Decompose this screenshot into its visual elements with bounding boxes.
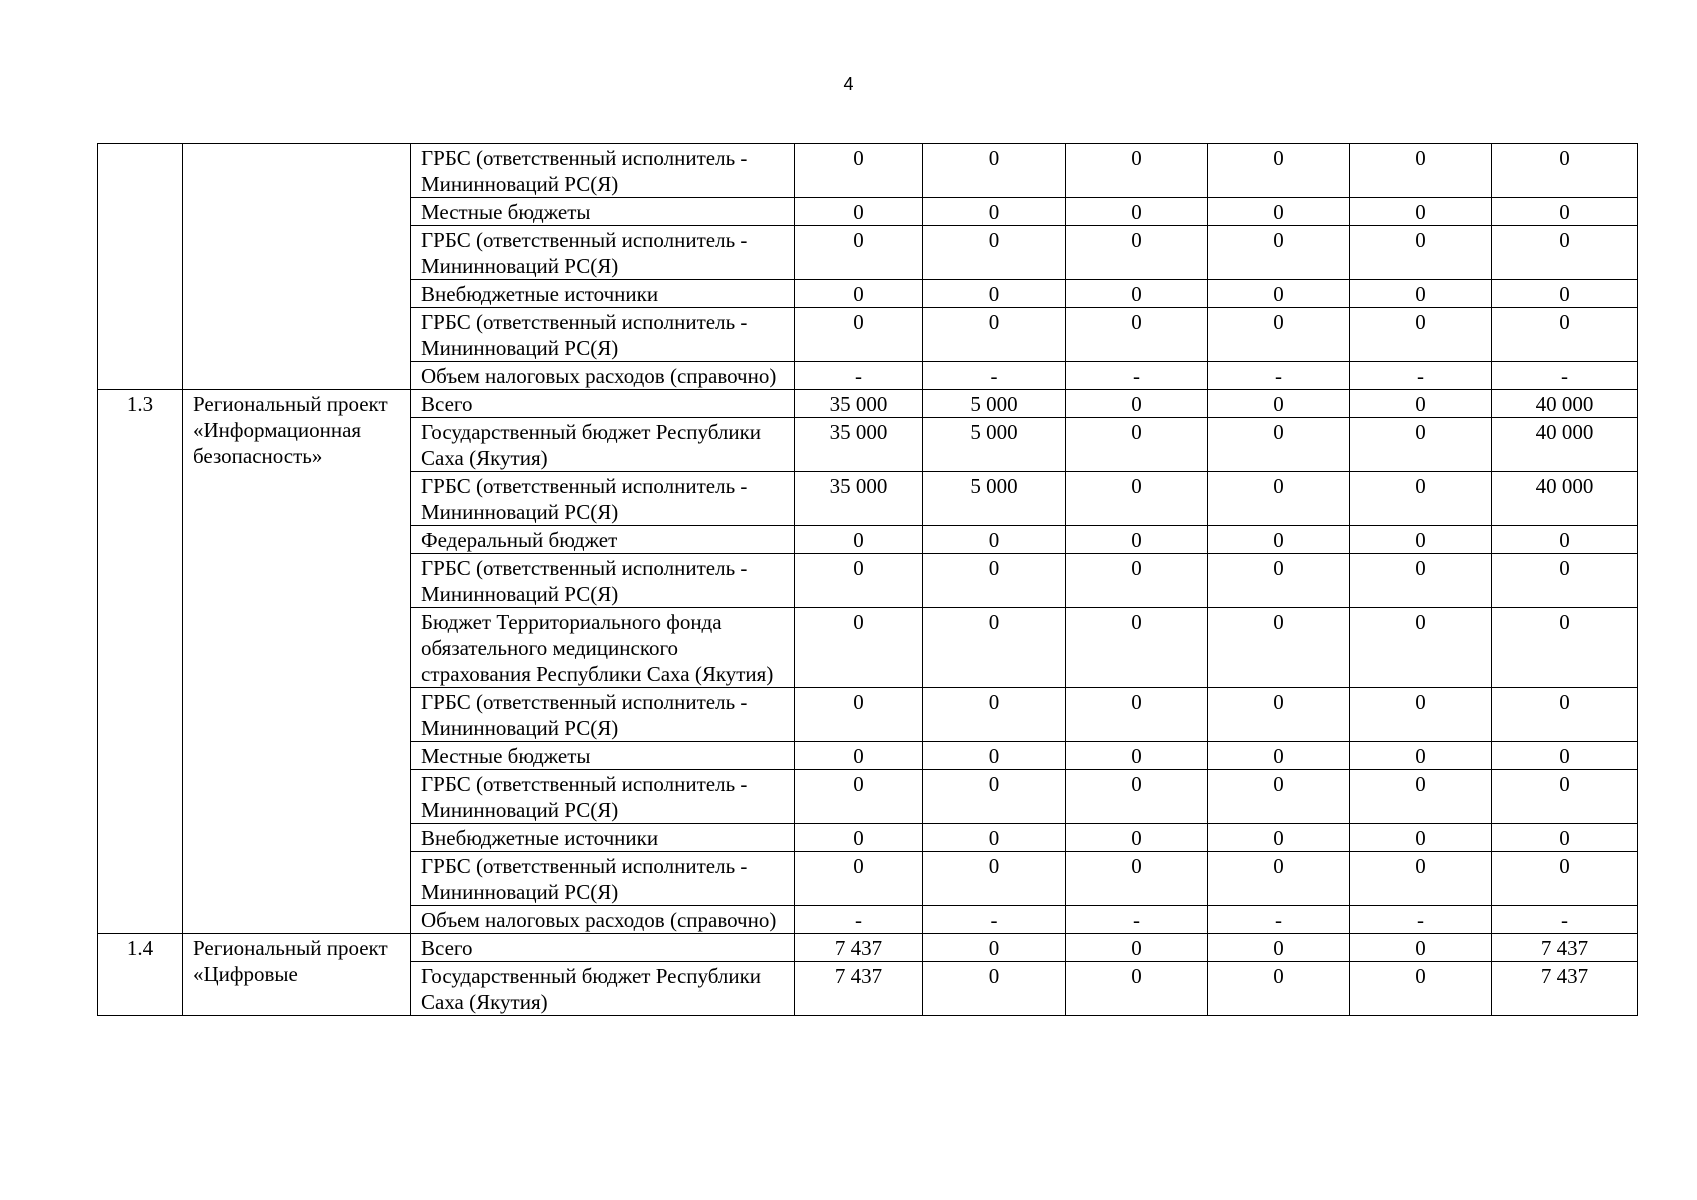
amount-cell: - bbox=[1492, 906, 1638, 934]
amount-cell: 0 bbox=[795, 688, 923, 742]
amount-cell: 0 bbox=[1350, 852, 1492, 906]
amount-cell: 0 bbox=[795, 226, 923, 280]
amount-cell: 0 bbox=[923, 144, 1066, 198]
amount-cell: 0 bbox=[1208, 418, 1350, 472]
amount-cell: 40 000 bbox=[1492, 472, 1638, 526]
amount-cell: 0 bbox=[1492, 554, 1638, 608]
table-row bbox=[98, 934, 1638, 962]
amount-cell: 0 bbox=[1350, 226, 1492, 280]
amount-cell: 5 000 bbox=[923, 390, 1066, 418]
amount-cell: - bbox=[795, 362, 923, 390]
amount-cell: 0 bbox=[1066, 554, 1208, 608]
budget-table bbox=[97, 143, 1638, 1016]
amount-cell: 0 bbox=[923, 962, 1066, 1016]
project-name-cell: Региональный проект «Цифровые bbox=[183, 934, 411, 1016]
amount-cell: 0 bbox=[1492, 770, 1638, 824]
amount-cell: 0 bbox=[1066, 526, 1208, 554]
amount-cell: 0 bbox=[795, 526, 923, 554]
funding-source-cell: Государственный бюджет Республики Саха (Якутия) bbox=[411, 962, 795, 1016]
amount-cell: 0 bbox=[1066, 472, 1208, 526]
row-index-cell bbox=[98, 144, 183, 390]
amount-cell: 0 bbox=[1066, 144, 1208, 198]
amount-cell: 0 bbox=[923, 770, 1066, 824]
amount-cell: 0 bbox=[1066, 962, 1208, 1016]
amount-cell: 0 bbox=[1492, 526, 1638, 554]
funding-source-cell: ГРБС (ответственный исполнитель - Мининноваций РС(Я) bbox=[411, 308, 795, 362]
amount-cell: - bbox=[1350, 906, 1492, 934]
amount-cell: 0 bbox=[795, 608, 923, 688]
amount-cell: 0 bbox=[1350, 742, 1492, 770]
amount-cell: 0 bbox=[795, 554, 923, 608]
amount-cell: 0 bbox=[795, 198, 923, 226]
amount-cell: 40 000 bbox=[1492, 390, 1638, 418]
amount-cell: 0 bbox=[1208, 554, 1350, 608]
amount-cell: 0 bbox=[923, 742, 1066, 770]
amount-cell: 0 bbox=[923, 280, 1066, 308]
amount-cell: 0 bbox=[1208, 934, 1350, 962]
row-index-cell: 1.4 bbox=[98, 934, 183, 1016]
amount-cell: 0 bbox=[923, 198, 1066, 226]
funding-source-cell: Всего bbox=[411, 390, 795, 418]
amount-cell: - bbox=[923, 362, 1066, 390]
amount-cell: 0 bbox=[1208, 390, 1350, 418]
amount-cell: 0 bbox=[1208, 608, 1350, 688]
amount-cell: 0 bbox=[923, 608, 1066, 688]
amount-cell: - bbox=[1066, 362, 1208, 390]
amount-cell: 0 bbox=[1208, 526, 1350, 554]
amount-cell: 0 bbox=[1066, 608, 1208, 688]
amount-cell: - bbox=[1492, 362, 1638, 390]
amount-cell: 0 bbox=[1066, 418, 1208, 472]
amount-cell: 0 bbox=[923, 308, 1066, 362]
amount-cell: 0 bbox=[1208, 472, 1350, 526]
amount-cell: 0 bbox=[923, 852, 1066, 906]
amount-cell: 0 bbox=[1208, 308, 1350, 362]
amount-cell: - bbox=[923, 906, 1066, 934]
table-row bbox=[98, 390, 1638, 418]
funding-source-cell: ГРБС (ответственный исполнитель - Мининноваций РС(Я) bbox=[411, 554, 795, 608]
amount-cell: 0 bbox=[1208, 852, 1350, 906]
page-number: 4 bbox=[843, 74, 854, 94]
amount-cell: - bbox=[1066, 906, 1208, 934]
funding-source-cell: ГРБС (ответственный исполнитель - Мининноваций РС(Я) bbox=[411, 688, 795, 742]
funding-source-cell: ГРБС (ответственный исполнитель - Мининноваций РС(Я) bbox=[411, 472, 795, 526]
amount-cell: 0 bbox=[923, 526, 1066, 554]
amount-cell: 7 437 bbox=[795, 962, 923, 1016]
amount-cell: 0 bbox=[1492, 226, 1638, 280]
amount-cell: 0 bbox=[1066, 390, 1208, 418]
amount-cell: 7 437 bbox=[1492, 934, 1638, 962]
amount-cell: 0 bbox=[1350, 472, 1492, 526]
amount-cell: 0 bbox=[1492, 144, 1638, 198]
amount-cell: 0 bbox=[795, 770, 923, 824]
table-row bbox=[98, 144, 1638, 198]
amount-cell: 35 000 bbox=[795, 418, 923, 472]
amount-cell: 0 bbox=[1208, 198, 1350, 226]
amount-cell: 0 bbox=[1492, 280, 1638, 308]
amount-cell: 0 bbox=[1208, 144, 1350, 198]
amount-cell: 0 bbox=[1492, 198, 1638, 226]
amount-cell: 0 bbox=[1066, 226, 1208, 280]
funding-source-cell: Внебюджетные источники bbox=[411, 824, 795, 852]
amount-cell: 0 bbox=[1066, 308, 1208, 362]
project-name-cell bbox=[183, 144, 411, 390]
funding-source-cell: Государственный бюджет Республики Саха (Якутия) bbox=[411, 418, 795, 472]
amount-cell: 0 bbox=[1350, 280, 1492, 308]
amount-cell: 0 bbox=[1350, 934, 1492, 962]
amount-cell: 0 bbox=[1350, 824, 1492, 852]
funding-source-cell: ГРБС (ответственный исполнитель - Мининноваций РС(Я) bbox=[411, 770, 795, 824]
amount-cell: 0 bbox=[1350, 144, 1492, 198]
amount-cell: 0 bbox=[1350, 198, 1492, 226]
amount-cell: - bbox=[795, 906, 923, 934]
amount-cell: 0 bbox=[1066, 742, 1208, 770]
amount-cell: 0 bbox=[1350, 962, 1492, 1016]
amount-cell: 0 bbox=[1492, 852, 1638, 906]
amount-cell: 0 bbox=[1350, 688, 1492, 742]
amount-cell: 0 bbox=[1066, 852, 1208, 906]
amount-cell: 0 bbox=[1350, 608, 1492, 688]
funding-source-cell: ГРБС (ответственный исполнитель - Мининноваций РС(Я) bbox=[411, 852, 795, 906]
amount-cell: 0 bbox=[1208, 688, 1350, 742]
amount-cell: 0 bbox=[1492, 688, 1638, 742]
amount-cell: - bbox=[1208, 362, 1350, 390]
amount-cell: 0 bbox=[1350, 418, 1492, 472]
amount-cell: 0 bbox=[923, 934, 1066, 962]
amount-cell: 0 bbox=[795, 852, 923, 906]
amount-cell: 0 bbox=[795, 824, 923, 852]
amount-cell: 0 bbox=[1208, 962, 1350, 1016]
funding-source-cell: Всего bbox=[411, 934, 795, 962]
amount-cell: - bbox=[1350, 362, 1492, 390]
amount-cell: 0 bbox=[1208, 742, 1350, 770]
amount-cell: 0 bbox=[795, 280, 923, 308]
amount-cell: 0 bbox=[1066, 824, 1208, 852]
amount-cell: 0 bbox=[1208, 824, 1350, 852]
amount-cell: - bbox=[1208, 906, 1350, 934]
amount-cell: 0 bbox=[1350, 770, 1492, 824]
amount-cell: 0 bbox=[1350, 526, 1492, 554]
amount-cell: 0 bbox=[1066, 198, 1208, 226]
funding-source-cell: Местные бюджеты bbox=[411, 198, 795, 226]
funding-source-cell: Внебюджетные источники bbox=[411, 280, 795, 308]
amount-cell: 5 000 bbox=[923, 418, 1066, 472]
amount-cell: 0 bbox=[795, 308, 923, 362]
amount-cell: 0 bbox=[1208, 770, 1350, 824]
amount-cell: 0 bbox=[1066, 770, 1208, 824]
amount-cell: 7 437 bbox=[1492, 962, 1638, 1016]
amount-cell: 0 bbox=[1350, 390, 1492, 418]
amount-cell: 0 bbox=[1492, 742, 1638, 770]
project-name-cell: Региональный проект «Информационная безопасность» bbox=[183, 390, 411, 934]
amount-cell: 0 bbox=[923, 688, 1066, 742]
funding-source-cell: ГРБС (ответственный исполнитель - Мининноваций РС(Я) bbox=[411, 144, 795, 198]
amount-cell: 0 bbox=[795, 144, 923, 198]
amount-cell: 0 bbox=[1350, 554, 1492, 608]
amount-cell: 35 000 bbox=[795, 472, 923, 526]
amount-cell: 0 bbox=[1492, 824, 1638, 852]
amount-cell: 0 bbox=[923, 554, 1066, 608]
funding-source-cell: Объем налоговых расходов (справочно) bbox=[411, 906, 795, 934]
funding-source-cell: Местные бюджеты bbox=[411, 742, 795, 770]
table-body bbox=[98, 144, 1638, 1016]
funding-source-cell: Объем налоговых расходов (справочно) bbox=[411, 362, 795, 390]
amount-cell: 0 bbox=[1492, 608, 1638, 688]
amount-cell: 0 bbox=[1066, 688, 1208, 742]
amount-cell: 0 bbox=[1066, 934, 1208, 962]
row-index-cell: 1.3 bbox=[98, 390, 183, 934]
amount-cell: 40 000 bbox=[1492, 418, 1638, 472]
amount-cell: 0 bbox=[1350, 308, 1492, 362]
funding-source-cell: Федеральный бюджет bbox=[411, 526, 795, 554]
amount-cell: 0 bbox=[923, 226, 1066, 280]
amount-cell: 0 bbox=[1208, 226, 1350, 280]
amount-cell: 35 000 bbox=[795, 390, 923, 418]
funding-source-cell: Бюджет Территориального фонда обязательного медицинского страхования Республики Саха (Якутия) bbox=[411, 608, 795, 688]
amount-cell: 0 bbox=[1208, 280, 1350, 308]
funding-source-cell: ГРБС (ответственный исполнитель - Мининноваций РС(Я) bbox=[411, 226, 795, 280]
amount-cell: 5 000 bbox=[923, 472, 1066, 526]
amount-cell: 7 437 bbox=[795, 934, 923, 962]
amount-cell: 0 bbox=[1066, 280, 1208, 308]
amount-cell: 0 bbox=[1492, 308, 1638, 362]
amount-cell: 0 bbox=[795, 742, 923, 770]
amount-cell: 0 bbox=[923, 824, 1066, 852]
